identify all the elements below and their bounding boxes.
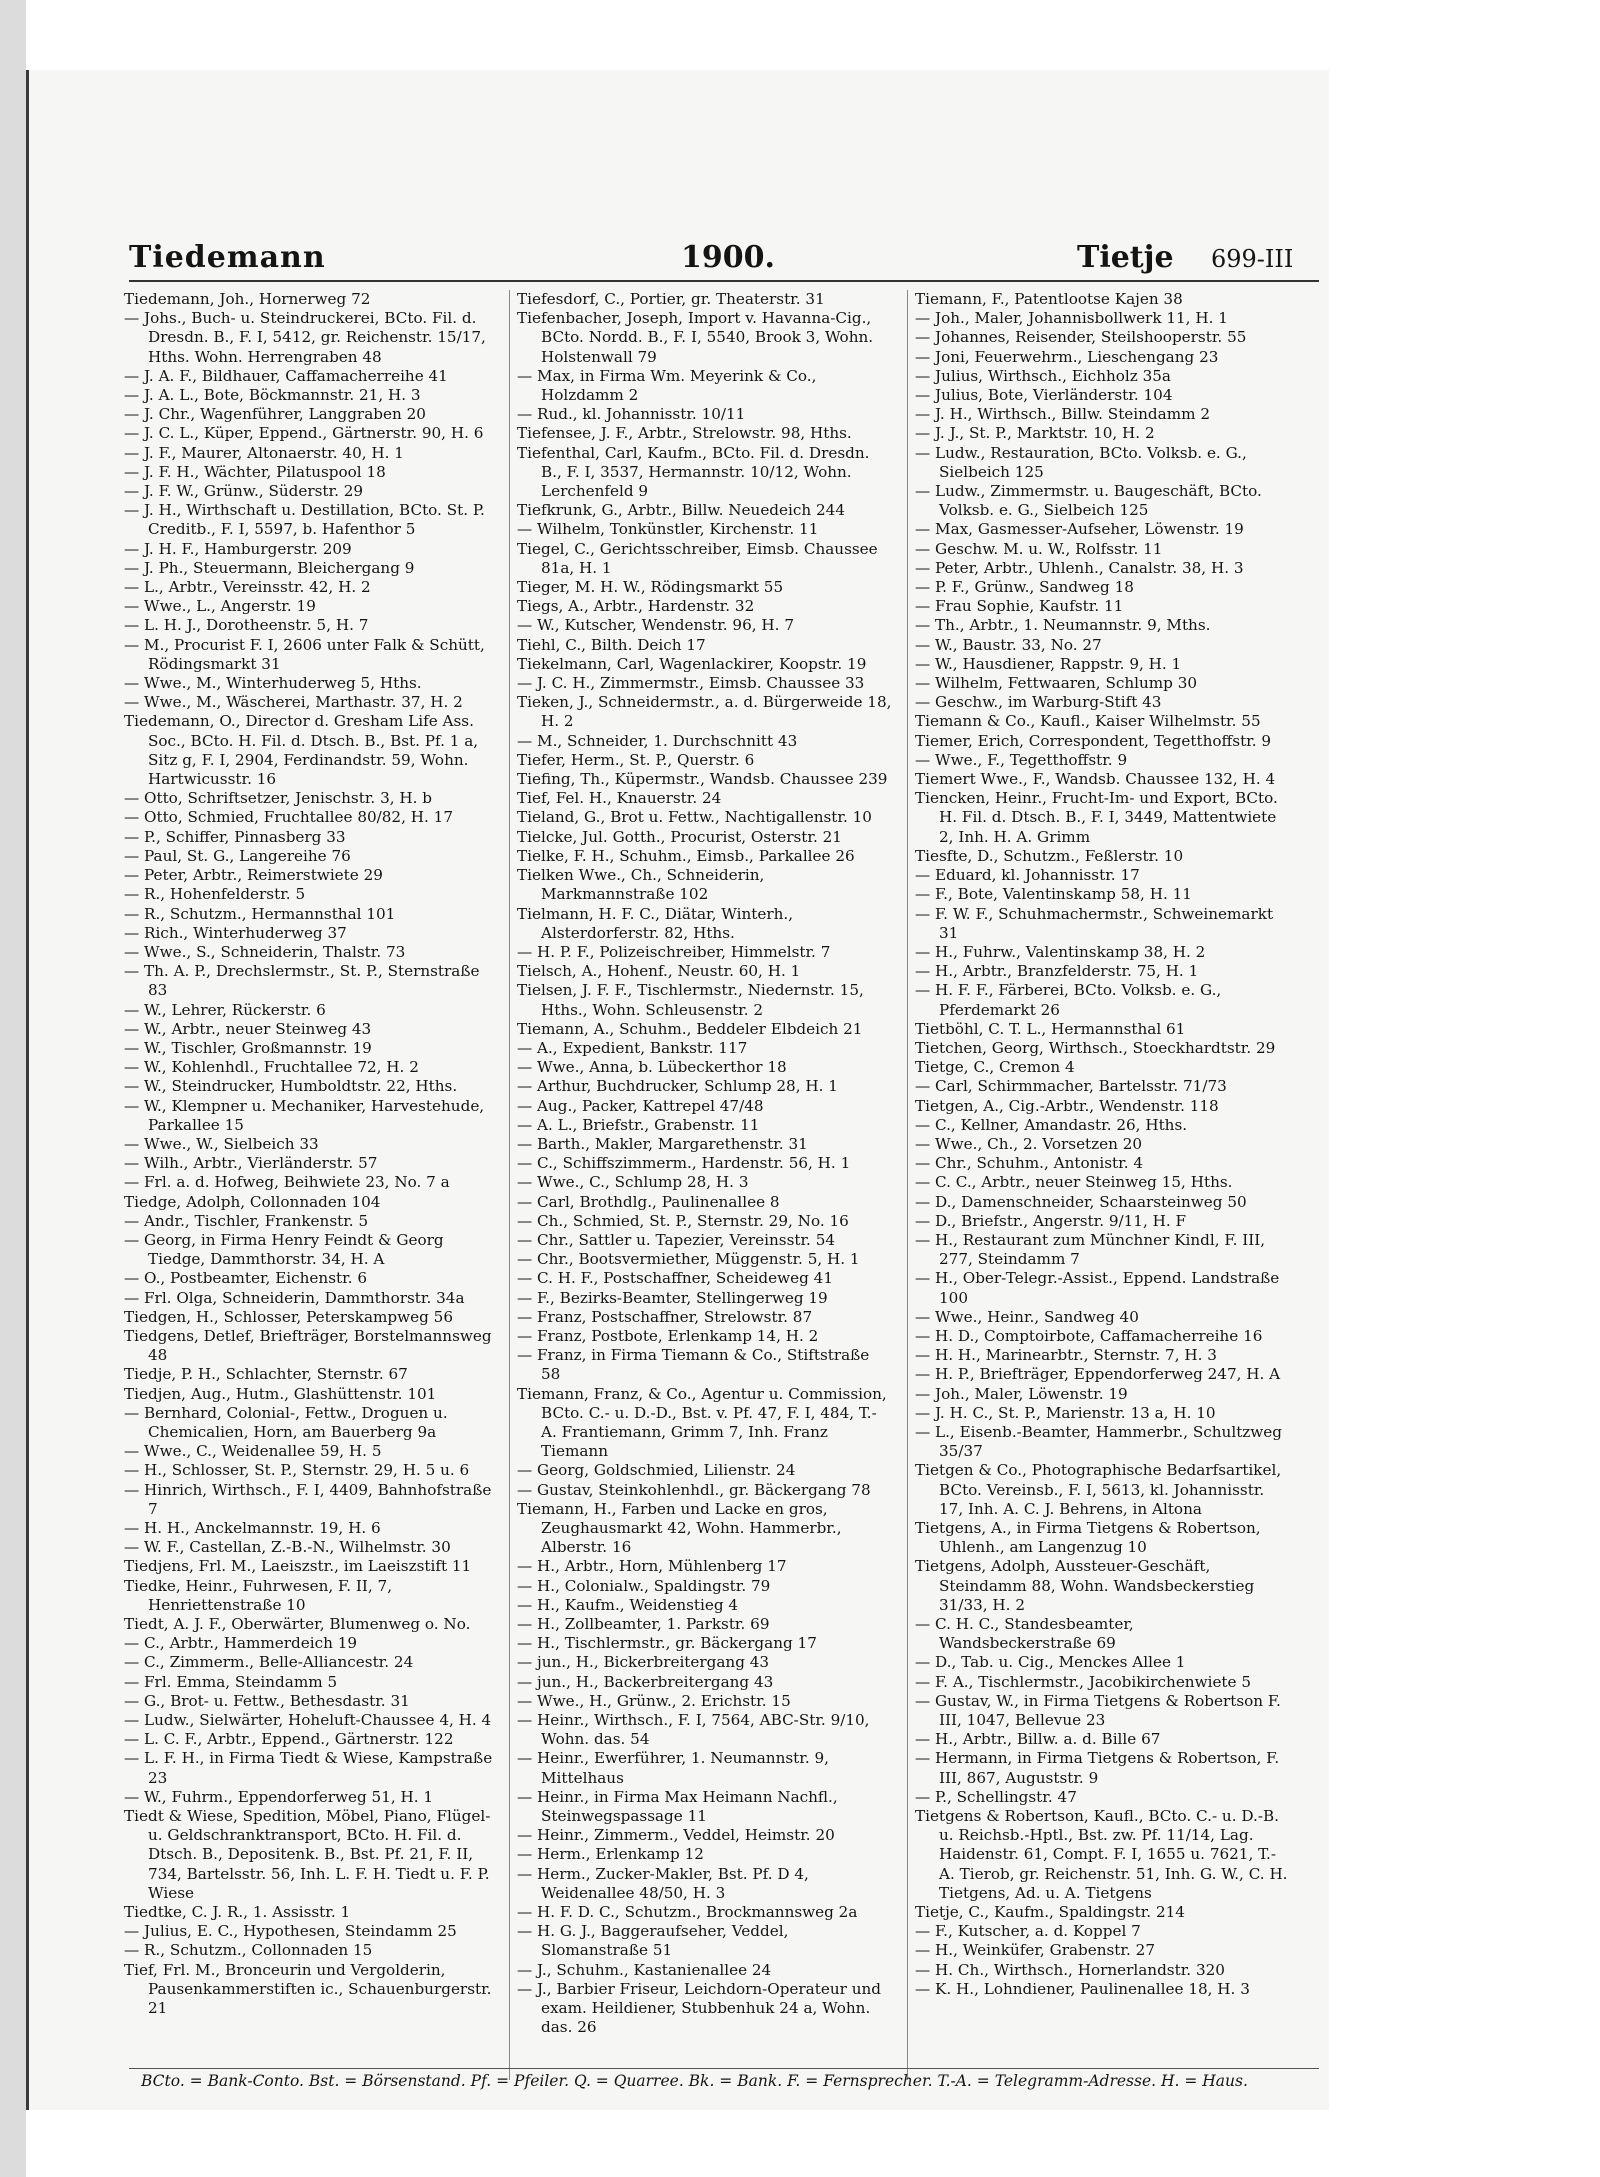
directory-entry: Tielsen, J. F. F., Tischlermstr., Niedernstr. 15, Hths., Wohn. Schleusenstr. 2 <box>517 981 864 1019</box>
directory-entry: Tiekelmann, Carl, Wagenlackirer, Koopstr. 19 <box>517 654 867 673</box>
directory-entry: Tiefkrunk, G., Arbtr., Billw. Neuedeich 244 <box>517 501 845 520</box>
directory-entry: — Heinr., Wirthsch., F. I, 7564, ABC-Str. 9/10, Wohn. das. 54 <box>517 1711 870 1749</box>
directory-entry: — Frl. Emma, Steindamm 5 <box>124 1672 338 1691</box>
directory-entry: — W. F., Castellan, Z.-B.-N., Wilhelmstr. 30 <box>124 1538 451 1557</box>
directory-entry: — Franz, in Firma Tiemann & Co., Stiftstraße 58 <box>517 1346 870 1384</box>
directory-entry: — G., Brot- u. Fettw., Bethesdastr. 31 <box>124 1691 410 1710</box>
directory-entry: Tietgen & Co., Photographische Bedarfsartikel, BCto. Vereinsb., F. I, 5613, kl. Johannisstr. 17, Inh. A. C. J. Behrens, in Altona <box>915 1461 1282 1518</box>
directory-entry: — Peter, Arbtr., Reimerstwiete 29 <box>124 866 383 885</box>
directory-entry: — Geschw., im Warburg-Stift 43 <box>915 693 1162 712</box>
directory-entry: — J. A. F., Bildhauer, Caffamacherreihe 41 <box>124 366 448 385</box>
directory-entry: Tiefensee, J. F., Arbtr., Strelowstr. 98, Hths. <box>517 424 852 443</box>
directory-entry: — F. A., Tischlermstr., Jacobikirchenwiete 5 <box>915 1672 1252 1691</box>
directory-entry: — Eduard, kl. Johannisstr. 17 <box>915 866 1140 885</box>
page-header <box>29 240 1329 290</box>
directory-entry: — W., Lehrer, Rückerstr. 6 <box>124 1000 326 1019</box>
directory-entry: — Wwe., H., Grünw., 2. Erichstr. 15 <box>517 1691 791 1710</box>
directory-entry: Tietgens, A., in Firma Tietgens & Robertson, Uhlenh., am Langenzug 10 <box>915 1519 1261 1557</box>
directory-entry: — Ludw., Restauration, BCto. Volksb. e. G., Sielbeich 125 <box>915 443 1247 481</box>
directory-entry: — Paul, St. G., Langereihe 76 <box>124 846 351 865</box>
directory-entry: — R., Hohenfelderstr. 5 <box>124 885 306 904</box>
directory-entry: — C., Schiffszimmerm., Hardenstr. 56, H. 1 <box>517 1154 851 1173</box>
directory-entry: — F., Kutscher, a. d. Koppel 7 <box>915 1922 1141 1941</box>
directory-entry: — H. P., Briefträger, Eppendorferweg 247, H. A <box>915 1365 1281 1384</box>
directory-entry: — H., Ober-Telegr.-Assist., Eppend. Landstraße 100 <box>915 1269 1280 1307</box>
directory-entry: — Hinrich, Wirthsch., F. I, 4409, Bahnhofstraße 7 <box>124 1480 492 1518</box>
directory-entry: — C., Kellner, Amandastr. 26, Hths. <box>915 1115 1188 1134</box>
directory-entry: — H., Zollbeamter, 1. Parkstr. 69 <box>517 1615 770 1634</box>
directory-entry: — M., Schneider, 1. Durchschnitt 43 <box>517 731 798 750</box>
directory-entry: — W., Kutscher, Wendenstr. 96, H. 7 <box>517 616 794 635</box>
directory-entry: — Wwe., W., Sielbeich 33 <box>124 1134 319 1153</box>
directory-entry: — Wwe., F., Tegetthoffstr. 9 <box>915 750 1128 769</box>
directory-entry: Tiedjen, Aug., Hutm., Glashüttenstr. 101 <box>124 1384 437 1403</box>
directory-entry: — Th. A. P., Drechslermstr., St. P., Sternstraße 83 <box>124 962 480 1000</box>
directory-entry: Tieland, G., Brot u. Fettw., Nachtigallenstr. 10 <box>517 808 872 827</box>
directory-entry: — L., Arbtr., Vereinsstr. 42, H. 2 <box>124 578 371 597</box>
directory-entry: — R., Schutzm., Collonnaden 15 <box>124 1941 373 1960</box>
directory-entry: — L. H. J., Dorotheenstr. 5, H. 7 <box>124 616 369 635</box>
directory-entry: Tietgens, Adolph, Aussteuer-Geschäft, Steindamm 88, Wohn. Wandsbeckerstieg 31/33, H. 2 <box>915 1557 1255 1614</box>
directory-entry: — C., Zimmerm., Belle-Alliancestr. 24 <box>124 1653 414 1672</box>
directory-entry: — H. F. F., Färberei, BCto. Volksb. e. G., Pferdemarkt 26 <box>915 981 1222 1019</box>
directory-entry: — R., Schutzm., Hermannsthal 101 <box>124 904 396 923</box>
directory-entry: Tief, Frl. M., Bronceurin und Vergolderin, Pausenkammerstiften ic., Schauenburgerstr. 21 <box>124 1960 492 2018</box>
footer-rule <box>129 2068 1319 2069</box>
directory-entry: — F. W. F., Schuhmachermstr., Schweinemarkt 31 <box>915 904 1274 942</box>
directory-entry: — jun., H., Backerbreitergang 43 <box>517 1672 774 1691</box>
directory-entry: — Johannes, Reisender, Steilshooperstr. 55 <box>915 328 1247 347</box>
directory-entry: — Franz, Postbote, Erlenkamp 14, H. 2 <box>517 1326 819 1345</box>
scan-edge <box>0 0 26 2177</box>
directory-entry: — Heinr., Ewerführer, 1. Neumannstr. 9, Mittelhaus <box>517 1749 829 1787</box>
directory-entry: — Barth., Makler, Margarethenstr. 31 <box>517 1134 808 1153</box>
directory-entry: — W., Steindrucker, Humboldtstr. 22, Hths. <box>124 1077 458 1096</box>
directory-entry: — H., Restaurant zum Münchner Kindl, F. III, 277, Steindamm 7 <box>915 1230 1266 1269</box>
directory-entry: Tiefenthal, Carl, Kaufm., BCto. Fil. d. Dresdn. B., F. I, 3537, Hermannstr. 10/12, Wohn. Lerchenfeld 9 <box>517 443 870 501</box>
directory-entry: Tiefesdorf, C., Portier, gr. Theaterstr. 31 <box>517 290 825 308</box>
directory-entry: Tiefenbacher, Joseph, Import v. Havanna-Cig., BCto. Nordd. B., F. I, 5540, Brook 3, Wohn. Holstenwall 79 <box>517 309 874 366</box>
directory-entry: — H., Fuhrw., Valentinskamp 38, H. 2 <box>915 942 1206 961</box>
directory-entry: — C. H. C., Standesbeamter, Wandsbeckerstraße 69 <box>915 1615 1134 1653</box>
directory-entry: — K. H., Lohndiener, Paulinenallee 18, H. 3 <box>915 1979 1250 1998</box>
directory-entry: Tieger, M. H. W., Rödingsmarkt 55 <box>517 578 784 597</box>
column-1 <box>124 290 499 2018</box>
directory-entry: Tietböhl, C. T. L., Hermannsthal 61 <box>915 1019 1186 1038</box>
directory-entry: Tiesfte, D., Schutzm., Feßlerstr. 10 <box>915 846 1184 865</box>
directory-entry: — Ch., Schmied, St. P., Sternstr. 29, No. 16 <box>517 1211 849 1230</box>
directory-entry: — Th., Arbtr., 1. Neumannstr. 9, Mths. <box>915 616 1211 635</box>
directory-entry: Tiedemann, Joh., Hornerweg 72 <box>124 290 371 308</box>
directory-entry: Tiegs, A., Arbtr., Hardenstr. 32 <box>517 597 755 616</box>
directory-entry: — J. F. W., Grünw., Süderstr. 29 <box>124 482 364 501</box>
directory-entry: — H. D., Comptoirbote, Caffamacherreihe 16 <box>915 1326 1263 1345</box>
directory-entry: Tiefing, Th., Küpermstr., Wandsb. Chaussee 239 <box>517 770 888 789</box>
directory-entry: — L. C. F., Arbtr., Eppend., Gärtnerstr. 122 <box>124 1730 454 1749</box>
header-year: 1900. <box>681 240 775 275</box>
directory-entry: Tiemann, A., Schuhm., Beddeler Elbdeich 21 <box>517 1019 863 1038</box>
directory-entry: — Max, in Firma Wm. Meyerink & Co., Holzdamm 2 <box>517 366 817 405</box>
directory-entry: — Wilhelm, Fettwaaren, Schlump 30 <box>915 674 1198 693</box>
directory-entry: — Franz, Postschaffner, Strelowstr. 87 <box>517 1307 813 1326</box>
directory-entry: — Joh., Maler, Johannisbollwerk 11, H. 1 <box>915 309 1228 328</box>
directory-entry: — Aug., Packer, Kattrepel 47/48 <box>517 1096 764 1115</box>
directory-entry: — H., Weinküfer, Grabenstr. 27 <box>915 1941 1155 1960</box>
directory-entry: — Otto, Schmied, Fruchtallee 80/82, H. 17 <box>124 808 453 827</box>
directory-entry: Tietchen, Georg, Wirthsch., Stoeckhardtstr. 29 <box>915 1038 1276 1057</box>
directory-entry: — Wwe., M., Winterhuderweg 5, Hths. <box>124 674 422 693</box>
directory-entry: — J. H., Wirthschaft u. Destillation, BCto. St. P. Creditb., F. I, 5597, b. Hafenthor 5 <box>124 501 485 539</box>
directory-entry: — J. F., Maurer, Altonaerstr. 40, H. 1 <box>124 443 404 462</box>
directory-entry: — H. G. J., Baggeraufseher, Veddel, Slomanstraße 51 <box>517 1922 789 1960</box>
directory-entry: Tieken, J., Schneidermstr., a. d. Bürgerweide 18, H. 2 <box>517 693 892 731</box>
directory-entry: — Julius, Wirthsch., Eichholz 35a <box>915 366 1171 385</box>
directory-entry: — J. H. C., St. P., Marienstr. 13 a, H. 10 <box>915 1403 1216 1422</box>
directory-entry: Tietgens & Robertson, Kaufl., BCto. C.- u. D.-B. u. Reichsb.-Hptl., Bst. zw. Pf. 11/14, Lag. Haidenstr. 61, Compt. F. I, 1655 u. 7621, T.-A. Tierob, gr. Reichenstr. 51, Inh. G. W., C. H. Tietgens, Ad. u. A. Tietgens <box>915 1807 1288 1902</box>
directory-entry: — J. H., Wirthsch., Billw. Steindamm 2 <box>915 405 1211 424</box>
directory-entry: — W., Fuhrm., Eppendorferweg 51, H. 1 <box>124 1787 434 1806</box>
directory-entry: — Andr., Tischler, Frankenstr. 5 <box>124 1211 369 1230</box>
directory-entry: Tiemann, H., Farben und Lacke en gros, Zeughausmarkt 42, Wohn. Hammerbr., Alberstr. 16 <box>517 1499 842 1557</box>
directory-entry: — F., Bote, Valentinskamp 58, H. 11 <box>915 885 1192 904</box>
directory-entry: Tietge, C., Cremon 4 <box>915 1058 1075 1077</box>
directory-entry: — Wwe., Heinr., Sandweg 40 <box>915 1307 1139 1326</box>
directory-entry: — Frl. a. d. Hofweg, Beihwiete 23, No. 7 a <box>124 1173 450 1192</box>
directory-entry: — Otto, Schriftsetzer, Jenischstr. 3, H. b <box>124 789 433 808</box>
directory-entry: — C. H. F., Postschaffner, Scheideweg 41 <box>517 1269 833 1288</box>
directory-entry: — Peter, Arbtr., Uhlenh., Canalstr. 38, H. 3 <box>915 558 1244 577</box>
directory-entry: — H. H., Marinearbtr., Sternstr. 7, H. 3 <box>915 1346 1217 1365</box>
directory-entry: — W., Klempner u. Mechaniker, Harvestehude, Parkallee 15 <box>124 1096 485 1134</box>
directory-entry: — P., Schellingstr. 47 <box>915 1787 1077 1806</box>
directory-entry: Tielsch, A., Hohenf., Neustr. 60, H. 1 <box>517 962 801 981</box>
column-3 <box>915 290 1290 1999</box>
directory-entry: — Arthur, Buchdrucker, Schlump 28, H. 1 <box>517 1077 838 1096</box>
directory-entry: Tiemer, Erich, Correspondent, Tegetthoffstr. 9 <box>915 731 1272 750</box>
header-right-word: Tietje <box>1077 240 1174 275</box>
directory-entry: — A. L., Briefstr., Grabenstr. 11 <box>517 1115 760 1134</box>
directory-entry: — H., Arbtr., Billw. a. d. Bille 67 <box>915 1730 1161 1749</box>
directory-entry: — Wwe., M., Wäscherei, Marthastr. 37, H. 2 <box>124 693 463 712</box>
directory-entry: Tiedgen, H., Schlosser, Peterskampweg 56 <box>124 1307 453 1326</box>
directory-entry: — Herm., Erlenkamp 12 <box>517 1845 704 1864</box>
directory-entry: — J. H. F., Hamburgerstr. 209 <box>124 539 352 558</box>
directory-entry: — L., Eisenb.-Beamter, Hammerbr., Schultzweg 35/37 <box>915 1422 1283 1461</box>
directory-entry: — Joni, Feuerwehrm., Lieschengang 23 <box>915 347 1219 366</box>
directory-entry: — J., Schuhm., Kastanienallee 24 <box>517 1960 772 1979</box>
directory-entry: — Herm., Zucker-Makler, Bst. Pf. D 4, Weidenallee 48/50, H. 3 <box>517 1864 809 1902</box>
directory-entry: Tiedge, Adolph, Collonnaden 104 <box>124 1192 381 1211</box>
directory-entry: — D., Damenschneider, Schaarsteinweg 50 <box>915 1192 1247 1211</box>
directory-entry: — J. A. L., Bote, Böckmannstr. 21, H. 3 <box>124 386 421 405</box>
directory-entry: — D., Tab. u. Cig., Menckes Allee 1 <box>915 1653 1186 1672</box>
directory-entry: Tielke, F. H., Schuhm., Eimsb., Parkallee 26 <box>517 846 855 865</box>
directory-entry: — Wwe., Anna, b. Lübeckerthor 18 <box>517 1058 787 1077</box>
directory-entry: — J. C. L., Küper, Eppend., Gärtnerstr. 90, H. 6 <box>124 424 484 443</box>
directory-entry: — Wilhelm, Tonkünstler, Kirchenstr. 11 <box>517 520 819 539</box>
directory-entry: Tiemann, Franz, & Co., Agentur u. Commission, BCto. C.- u. D.-D., Bst. v. Pf. 47, F. I, 484, T.-A. Frantiemann, Grimm 7, Inh. Franz Tiemann <box>517 1384 887 1461</box>
directory-entry: — W., Hausdiener, Rappstr. 9, H. 1 <box>915 654 1182 673</box>
directory-entry: — J. J., St. P., Marktstr. 10, H. 2 <box>915 424 1155 443</box>
directory-entry: Tiefer, Herm., St. P., Querstr. 6 <box>517 750 755 769</box>
directory-entry: — Gustav, Steinkohlenhdl., gr. Bäckergang 78 <box>517 1480 871 1499</box>
directory-entry: — C. C., Arbtr., neuer Steinweg 15, Hths. <box>915 1173 1233 1192</box>
directory-entry: — Bernhard, Colonial-, Fettw., Droguen u. Chemicalien, Horn, am Bauerberg 9a <box>124 1403 448 1441</box>
directory-entry: Tiencken, Heinr., Frucht-Im- und Export, BCto. H. Fil. d. Dtsch. B., F. I, 3449, Mattentwiete 2, Inh. H. A. Grimm <box>915 789 1278 846</box>
directory-entry: Tiehl, C., Bilth. Deich 17 <box>517 635 706 654</box>
directory-entry: — Max, Gasmesser-Aufseher, Löwenstr. 19 <box>915 520 1244 539</box>
directory-entry: — H. F. D. C., Schutzm., Brockmannsweg 2a <box>517 1903 858 1922</box>
directory-entry: Tielmann, H. F. C., Diätar, Winterh., Alsterdorferstr. 82, Hths. <box>517 904 794 942</box>
directory-entry: Tiemann & Co., Kaufl., Kaiser Wilhelmstr. 55 <box>915 712 1261 731</box>
directory-entry: Tiedje, P. H., Schlachter, Sternstr. 67 <box>124 1365 408 1384</box>
directory-entry: — Wwe., Ch., 2. Vorsetzen 20 <box>915 1134 1143 1153</box>
directory-entry: — Julius, Bote, Vierländerstr. 104 <box>915 386 1173 405</box>
directory-entry: — Johs., Buch- u. Steindruckerei, BCto. Fil. d. Dresdn. B., F. I, 5412, gr. Reichenstr. 15/17, Hths. Wohn. Herrengraben 48 <box>124 309 486 366</box>
directory-entry: — Wwe., C., Weidenallee 59, H. 5 <box>124 1442 382 1461</box>
directory-entry: Tietje, C., Kaufm., Spaldingstr. 214 <box>915 1903 1185 1922</box>
directory-entry: Tiemert Wwe., F., Wandsb. Chaussee 132, H. 4 <box>915 770 1276 789</box>
directory-entry: — Wwe., S., Schneiderin, Thalstr. 73 <box>124 942 406 961</box>
directory-entry: — Ludw., Sielwärter, Hoheluft-Chaussee 4, H. 4 <box>124 1711 492 1730</box>
directory-entry: — J. F. H., Wächter, Pilatuspool 18 <box>124 462 386 481</box>
column-divider <box>509 290 510 2080</box>
directory-entry: — F., Bezirks-Beamter, Stellingerweg 19 <box>517 1288 828 1307</box>
directory-entry: — Heinr., in Firma Max Heimann Nachfl., Steinwegspassage 11 <box>517 1787 838 1826</box>
directory-entry: — H., Kaufm., Weidenstieg 4 <box>517 1595 739 1614</box>
directory-entry: Tiemann, F., Patentlootse Kajen 38 <box>915 290 1183 308</box>
directory-entry: — Chr., Bootsvermiether, Müggenstr. 5, H. 1 <box>517 1250 860 1269</box>
header-rule <box>129 280 1319 282</box>
directory-entry: — Geschw. M. u. W., Rolfsstr. 11 <box>915 539 1163 558</box>
header-left-word: Tiedemann <box>129 240 326 275</box>
directory-entry: — W., Tischler, Großmannstr. 19 <box>124 1038 372 1057</box>
directory-entry: — Georg, Goldschmied, Lilienstr. 24 <box>517 1461 796 1480</box>
directory-entry: — O., Postbeamter, Eichenstr. 6 <box>124 1269 368 1288</box>
directory-entry: — H., Schlosser, St. P., Sternstr. 29, H. 5 u. 6 <box>124 1461 470 1480</box>
directory-entry: — Hermann, in Firma Tietgens & Robertson, F. III, 867, Auguststr. 9 <box>915 1749 1280 1787</box>
page-number: 699-III <box>1211 245 1294 273</box>
directory-entry: — Gustav, W., in Firma Tietgens & Robertson F. III, 1047, Bellevue 23 <box>915 1691 1281 1730</box>
directory-entry: — jun., H., Bickerbreitergang 43 <box>517 1653 770 1672</box>
directory-entry: — J. Chr., Wagenführer, Langgraben 20 <box>124 405 426 424</box>
directory-entry: — Chr., Sattler u. Tapezier, Vereinsstr. 54 <box>517 1230 836 1249</box>
directory-entry: — Wwe., C., Schlump 28, H. 3 <box>517 1173 749 1192</box>
directory-entry: — Carl, Schirmmacher, Bartelsstr. 71/73 <box>915 1077 1227 1096</box>
directory-entry: Tiegel, C., Gerichtsschreiber, Eimsb. Chaussee 81a, H. 1 <box>517 539 878 577</box>
directory-entry: — H., Tischlermstr., gr. Bäckergang 17 <box>517 1634 817 1653</box>
directory-entry: — Carl, Brothdlg., Paulinenallee 8 <box>517 1192 780 1211</box>
directory-entry: Tiedjens, Frl. M., Laeiszstr., im Laeiszstift 11 <box>124 1557 472 1576</box>
directory-entry: — P. F., Grünw., Sandweg 18 <box>915 578 1134 597</box>
directory-entry: — A., Expedient, Bankstr. 117 <box>517 1038 748 1057</box>
directory-entry: Tiedemann, O., Director d. Gresham Life Ass. Soc., BCto. H. Fil. d. Dtsch. B., Bst. Pf. 1 a, Sitz g, F. I, 2904, Ferdinandstr. 59, Wohn. Hartwicusstr. 16 <box>124 712 479 789</box>
directory-entry: — H., Arbtr., Branzfelderstr. 75, H. 1 <box>915 962 1199 981</box>
directory-entry: — Julius, E. C., Hypothesen, Steindamm 25 <box>124 1922 457 1941</box>
directory-entry: Tietgen, A., Cig.-Arbtr., Wendenstr. 118 <box>915 1096 1219 1115</box>
directory-entry: — Joh., Maler, Löwenstr. 19 <box>915 1384 1128 1403</box>
directory-entry: Tiedt & Wiese, Spedition, Möbel, Piano, Flügel- u. Geldschranktransport, BCto. H. Fil. d. Dtsch. B., Depositenk. B., Bst. Pf. 21, F. II, 734, Bartelsstr. 56, Inh. L. F. H. Tiedt u. F. P. Wiese <box>124 1807 491 1902</box>
directory-entry: — H., Arbtr., Horn, Mühlenberg 17 <box>517 1557 787 1576</box>
directory-entry: Tiedke, Heinr., Fuhrwesen, F. II, 7, Henriettenstraße 10 <box>124 1576 393 1614</box>
directory-entry: — Frl. Olga, Schneiderin, Dammthorstr. 34a <box>124 1288 465 1307</box>
directory-entry: — Heinr., Zimmerm., Veddel, Heimstr. 20 <box>517 1826 835 1845</box>
directory-entry: — H. H., Anckelmannstr. 19, H. 6 <box>124 1519 381 1537</box>
directory-entry: — J. C. H., Zimmermstr., Eimsb. Chaussee 33 <box>517 674 865 693</box>
directory-entry: — Georg, in Firma Henry Feindt & Georg Tiedge, Dammthorstr. 34, H. A <box>124 1230 444 1269</box>
directory-entry: — W., Kohlenhdl., Fruchtallee 72, H. 2 <box>124 1058 419 1077</box>
directory-entry: — M., Procurist F. I, 2606 unter Falk & Schütt, Rödingsmarkt 31 <box>124 635 485 673</box>
directory-entry: — Rich., Winterhuderweg 37 <box>124 923 347 942</box>
directory-entry: Tielken Wwe., Ch., Schneiderin, Markmannstraße 102 <box>517 866 765 904</box>
directory-entry: — C., Arbtr., Hammerdeich 19 <box>124 1634 358 1653</box>
directory-entry: — Wwe., L., Angerstr. 19 <box>124 597 316 616</box>
directory-entry: — H., Colonialw., Spaldingstr. 79 <box>517 1576 771 1595</box>
directory-entry: — H. Ch., Wirthsch., Hornerlandstr. 320 <box>915 1960 1225 1979</box>
directory-entry: — Frau Sophie, Kaufstr. 11 <box>915 597 1124 616</box>
directory-entry: — J., Barbier Friseur, Leichdorn-Operateur und exam. Heildiener, Stubbenhuk 24 a, Wohn. das. 26 <box>517 1979 881 2037</box>
directory-entry: — J. Ph., Steuermann, Bleichergang 9 <box>124 558 415 577</box>
directory-entry: — Wilh., Arbtr., Vierländerstr. 57 <box>124 1154 378 1173</box>
directory-entry: Tielcke, Jul. Gotth., Procurist, Osterstr. 21 <box>517 827 842 846</box>
directory-entry: — D., Briefstr., Angerstr. 9/11, H. F <box>915 1211 1187 1230</box>
directory-entry: — W., Arbtr., neuer Steinweg 43 <box>124 1019 372 1038</box>
directory-entry: — H. P. F., Polizeischreiber, Himmelstr. 7 <box>517 942 831 961</box>
directory-entry: — W., Baustr. 33, No. 27 <box>915 635 1102 654</box>
directory-entry: — L. F. H., in Firma Tiedt & Wiese, Kampstraße 23 <box>124 1749 493 1787</box>
directory-entry: Tief, Fel. H., Knauerstr. 24 <box>517 789 722 808</box>
directory-entry: — Chr., Schuhm., Antonistr. 4 <box>915 1154 1144 1173</box>
directory-entry: Tiedtke, C. J. R., 1. Assisstr. 1 <box>124 1903 351 1922</box>
column-divider <box>907 290 908 2080</box>
directory-entry: Tiedgens, Detlef, Briefträger, Borstelmannsweg 48 <box>124 1326 492 1365</box>
directory-page <box>26 70 1329 2110</box>
directory-entry: — Rud., kl. Johannisstr. 10/11 <box>517 405 746 424</box>
directory-entry: — Ludw., Zimmermstr. u. Baugeschäft, BCto. Volksb. e. G., Sielbeich 125 <box>915 482 1262 520</box>
column-2 <box>517 290 892 2037</box>
directory-entry: — P., Schiffer, Pinnasberg 33 <box>124 827 346 846</box>
directory-entry: Tiedt, A. J. F., Oberwärter, Blumenweg o. No. <box>124 1615 471 1634</box>
abbreviation-legend: BCto. = Bank-Conto. Bst. = Börsenstand. Pf. = Pfeiler. Q. = Quarree. Bk. = Bank. F. = Fernsprecher. T.-A. = Telegramm-Adresse. H. = Haus. <box>141 2072 1248 2090</box>
